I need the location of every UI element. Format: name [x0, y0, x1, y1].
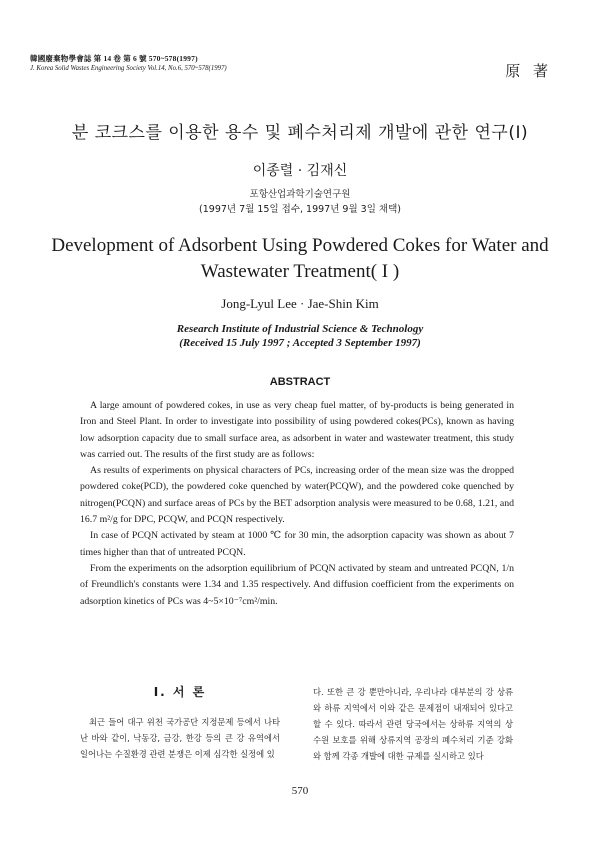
abstract-body	[80, 398, 514, 610]
title-english: Development of Adsorbent Using Powdered Cokes for Water and Wastewater Treatment( I )	[51, 235, 549, 282]
page-number: 570	[291, 785, 309, 797]
journal-citation-en: J. Korea Solid Wastes Engineering Society Vol.14, No.6, 570~578(1997)	[30, 65, 227, 72]
journal-citation-ko: 韓國廢棄物學會誌 第 14 卷 第 6 號 570~578(1997)	[30, 54, 198, 63]
dates-english: (Received 15 July 1997 ; Accepted 3 September 1997)	[179, 337, 421, 349]
body-paragraph: 최근 들어 대구 위천 국가공단 지정문제 등에서 나타난 바와 같이, 낙동강, 금강, 한강 등의 큰 강 유역에서 일어나는 수질환경 관련 분쟁은 이제 심각한 실정에 있	[80, 717, 280, 759]
abstract-paragraph: As results of experiments on physical characters of PCs, increasing order of the mean size was the dropped powdered coke(PCD), the powdered coke quenched by water(PCQW), and the powdered coke quenched by nitrogen(PCQN) and surface areas of PCs by the BET adsorption analysis were measured to be 0.68, 1.21, and 16.7 m²/g for DPC, PCQW, and PCQN respectively.	[80, 465, 514, 526]
authors-english: Jong-Lyul Lee · Jae-Shin Kim	[221, 296, 379, 311]
title-korean: 분 코크스를 이용한 용수 및 폐수처리제 개발에 관한 연구(Ⅰ)	[71, 123, 529, 143]
institution-english: Research Institute of Industrial Science & Technology	[176, 323, 424, 335]
abstract-heading: ABSTRACT	[269, 376, 331, 388]
institution-korean: 포항산업과학기술연구원	[249, 189, 351, 200]
authors-korean: 이종렬 · 김재신	[252, 163, 348, 179]
section-heading-introduction: Ⅰ. 서 론	[153, 685, 207, 699]
abstract-paragraph: In case of PCQN activated by steam at 1000 ℃ for 30 min, the adsorption capacity was shown as about 7 times higher than that of untreated PCQN.	[80, 530, 514, 558]
article-type-label: 原 著	[505, 62, 552, 80]
journal-header	[30, 54, 350, 74]
body-column-right	[313, 684, 513, 764]
abstract-paragraph: A large amount of powdered cokes, in use as very cheap fuel matter, of by-products is being generated in Iron and Steel Plant. In order to investigate into possibility of using powdered cokes(PCs), known as having low adsorption capacity due to small surface area, as adsorbent in water and wastewater treatment, this study was carried out. The results of the first study are as follows:	[80, 400, 514, 460]
body-column-left	[80, 714, 280, 762]
abstract-paragraph: From the experiments on the adsorption equilibrium of PCQN activated by steam and untreated PCQN, 1/n of Freundlich's constants were 1.34 and 1.35 respectively. And diffusion coefficient from the experiments on adsorption kinetics of PCs was 4~5×10⁻⁷cm²/min.	[80, 562, 514, 607]
dates-korean: (1997년 7월 15일 접수, 1997년 9월 3일 채택)	[199, 204, 401, 215]
body-paragraph: 다. 또한 큰 강 뿐만아니라, 우리나라 대부분의 강 상류와 하류 지역에서 이와 같은 문제점이 내재되어 있다고 할 수 있다. 따라서 관련 당국에서는 상하류 지역의 상수원 보호를 위해 상류지역 공장의 폐수처리 기준 강화와 함께 각종 개발에 대한 규제를 실시하고 있다	[313, 687, 513, 761]
